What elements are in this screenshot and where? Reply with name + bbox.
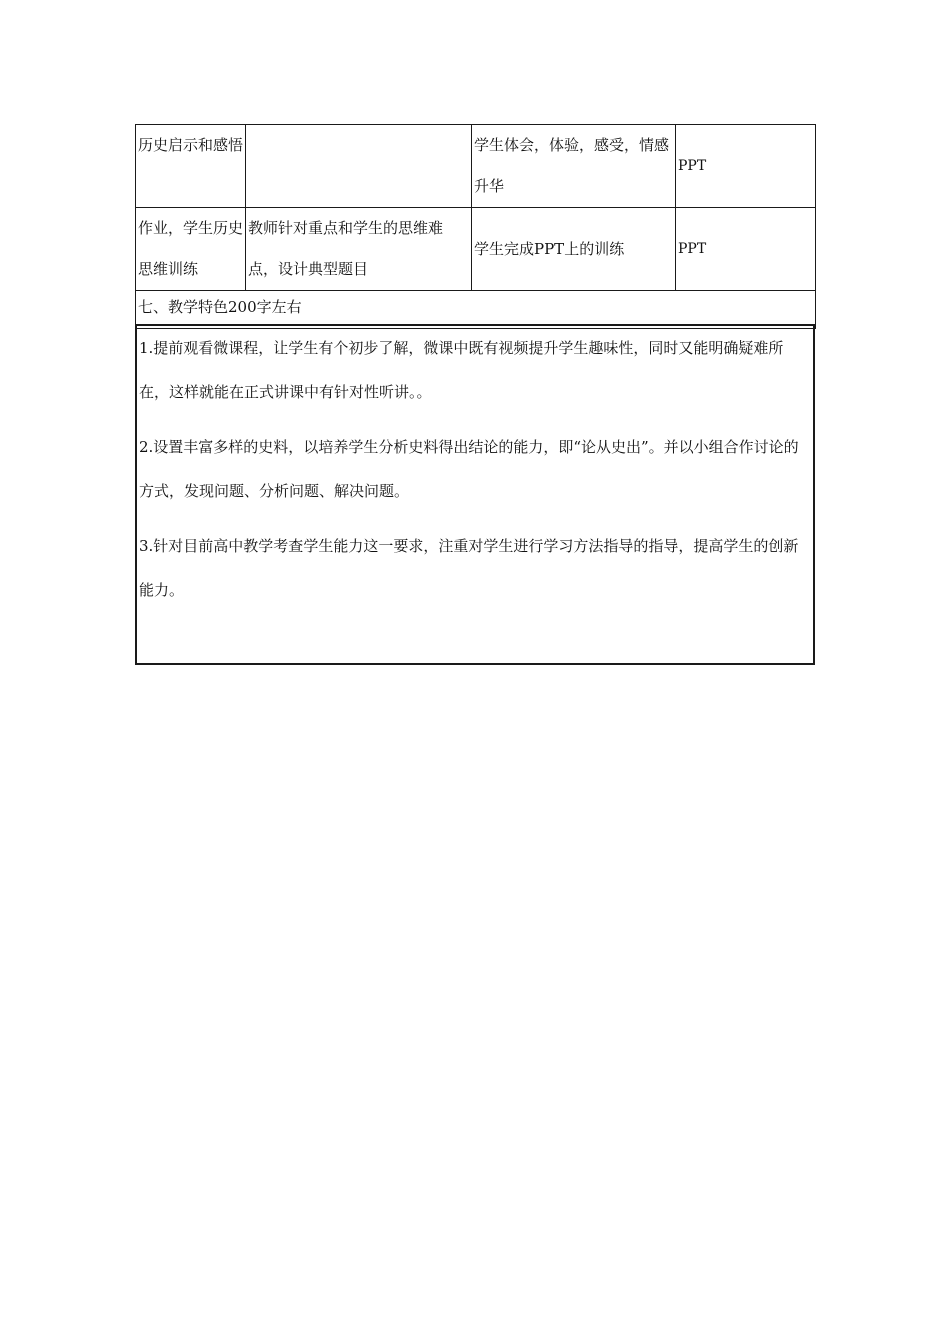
section-row [136,291,816,329]
teacher-activity-cell: 教师针对重点和学生的思维难点，设计典型题目 [246,208,472,291]
student-activity-cell: 学生完成PPT上的训练 [472,208,676,291]
table-row [136,125,816,208]
stage-cell: 历史启示和感悟 [136,125,246,208]
section-title: 七、教学特色200字左右 [136,291,816,329]
media-cell: PPT [676,125,816,208]
teacher-activity-cell [246,125,472,208]
feature-item: 1.提前观看微课程，让学生有个初步了解，微课中既有视频提升学生趣味性，同时又能明确疑难所在，这样就能在正式讲课中有针对性听讲。。 [139,339,784,401]
media-cell: PPT [676,208,816,291]
student-activity-cell: 学生体会，体验，感受，情感升华 [472,125,676,208]
lesson-plan-table [135,124,816,329]
teaching-features-box [135,324,815,665]
feature-item: 3.针对目前高中教学考查学生能力这一要求，注重对学生进行学习方法指导的指导，提高学生的创新能力。 [139,537,799,599]
feature-item: 2.设置丰富多样的史料，以培养学生分析史料得出结论的能力，即“论从史出”。并以小组合作讨论的方式，发现问题、分析问题、解决问题。 [139,438,799,500]
table-row [136,208,816,291]
stage-cell: 作业，学生历史思维训练 [136,208,246,291]
